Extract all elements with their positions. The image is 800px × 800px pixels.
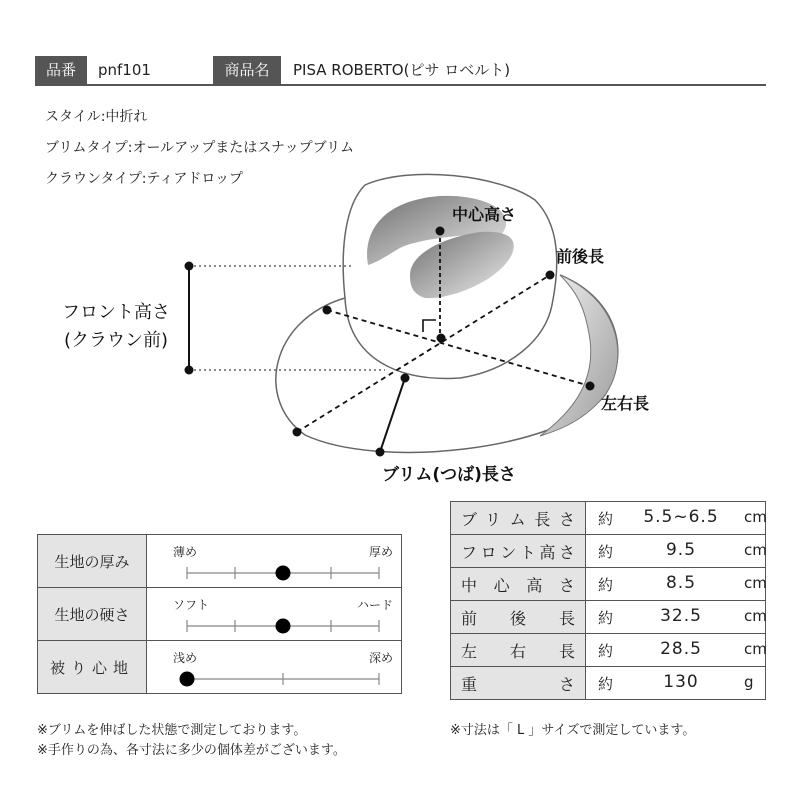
- measurement-prefix: 約: [598, 609, 614, 627]
- measurement-prefix: 約: [598, 642, 614, 660]
- product-name-value: PISA ROBERTO(ピサ ロベルト): [293, 61, 511, 79]
- measurement-value-cell: [586, 535, 766, 568]
- measurement-unit: cm: [744, 574, 767, 592]
- product-code-tag: 品番: [35, 56, 87, 85]
- note-handmade: ※手作りの為、各寸法に多少の個体差がございます。: [37, 743, 346, 758]
- scale-name: 生地の硬さ: [38, 588, 147, 641]
- scale-cell: [147, 588, 402, 641]
- note-size: ※寸法は「 L 」サイズで測定しています。: [450, 723, 696, 738]
- measurement-value: 32.5: [660, 606, 702, 626]
- scale-marker: [276, 566, 291, 581]
- scale-name: 被り心地: [38, 641, 147, 694]
- measurement-row: [451, 502, 766, 535]
- measurement-value: 130: [663, 672, 699, 692]
- measurement-name: 中心高さ: [451, 568, 586, 601]
- measurement-unit: cm: [744, 640, 767, 658]
- front-back-label: 前後長: [556, 247, 605, 266]
- measurement-unit: cm: [744, 607, 767, 625]
- measurement-value: 8.5: [665, 573, 697, 593]
- measurement-prefix: 約: [598, 675, 614, 693]
- measurement-row: [451, 667, 766, 700]
- product-code-value: pnf101: [98, 61, 151, 79]
- brim-length-label: ブリム(つば)長さ: [382, 465, 516, 485]
- measurement-name: フロント高さ: [451, 535, 586, 568]
- scale-row-hardness: [38, 588, 402, 641]
- measurement-value-cell: [586, 568, 766, 601]
- measurement-name: 重さ: [451, 667, 586, 700]
- scale-name: 生地の厚み: [38, 535, 147, 588]
- fabric-scale-table: [37, 534, 402, 694]
- spec-style: スタイル:中折れ: [45, 109, 148, 125]
- measurement-row: [451, 568, 766, 601]
- measurement-row: [451, 535, 766, 568]
- scale-right-label: 厚め: [368, 545, 393, 559]
- front-height-label-line2: (クラウン前): [63, 330, 169, 351]
- spec-brim-type: ブリムタイプ:オールアップまたはスナップブリム: [45, 140, 355, 156]
- measurement-value: 9.5: [665, 540, 697, 560]
- measurement-value: 28.5: [660, 639, 702, 659]
- measurement-name: 左右長: [451, 634, 586, 667]
- scale-right-label: ハード: [356, 598, 393, 612]
- measurement-unit: cm: [744, 508, 767, 526]
- scale-marker: [180, 672, 195, 687]
- measurement-prefix: 約: [598, 543, 614, 561]
- scale-marker: [276, 619, 291, 634]
- measurement-name: 前後長: [451, 601, 586, 634]
- center-height-label: 中心高さ: [452, 205, 517, 224]
- scale-cell: [147, 535, 402, 588]
- measurement-value-cell: [586, 667, 766, 700]
- scale-row-fit: [38, 641, 402, 694]
- measurement-unit: cm: [744, 541, 767, 559]
- front-height-label-line1: フロント高さ: [62, 302, 170, 323]
- scale-right-label: 深め: [368, 651, 393, 665]
- measurement-name: ブリム長さ: [451, 502, 586, 535]
- spec-crown-type: クラウンタイプ:ティアドロップ: [45, 171, 244, 187]
- measurement-value-cell: [586, 601, 766, 634]
- measurement-row: [451, 601, 766, 634]
- measurement-unit: g: [744, 673, 754, 691]
- left-right-label: 左右長: [601, 394, 650, 413]
- measurement-value-cell: [586, 634, 766, 667]
- measurement-prefix: 約: [598, 576, 614, 594]
- measurement-value: 5.5~6.5: [643, 507, 719, 527]
- scale-left-label: 浅め: [173, 651, 198, 665]
- front-height-label: [62, 299, 170, 355]
- measurements-table: [450, 501, 766, 700]
- measurement-value-cell: [586, 502, 766, 535]
- scale-left-label: ソフト: [173, 598, 210, 612]
- product-name-tag: 商品名: [213, 56, 281, 85]
- measurement-row: [451, 634, 766, 667]
- scale-row-thickness: [38, 535, 402, 588]
- scale-left-label: 薄め: [173, 545, 198, 559]
- note-brim-extended: ※ブリムを伸ばした状態で測定しております。: [37, 723, 307, 738]
- scale-cell: [147, 641, 402, 694]
- measurement-prefix: 約: [598, 510, 614, 528]
